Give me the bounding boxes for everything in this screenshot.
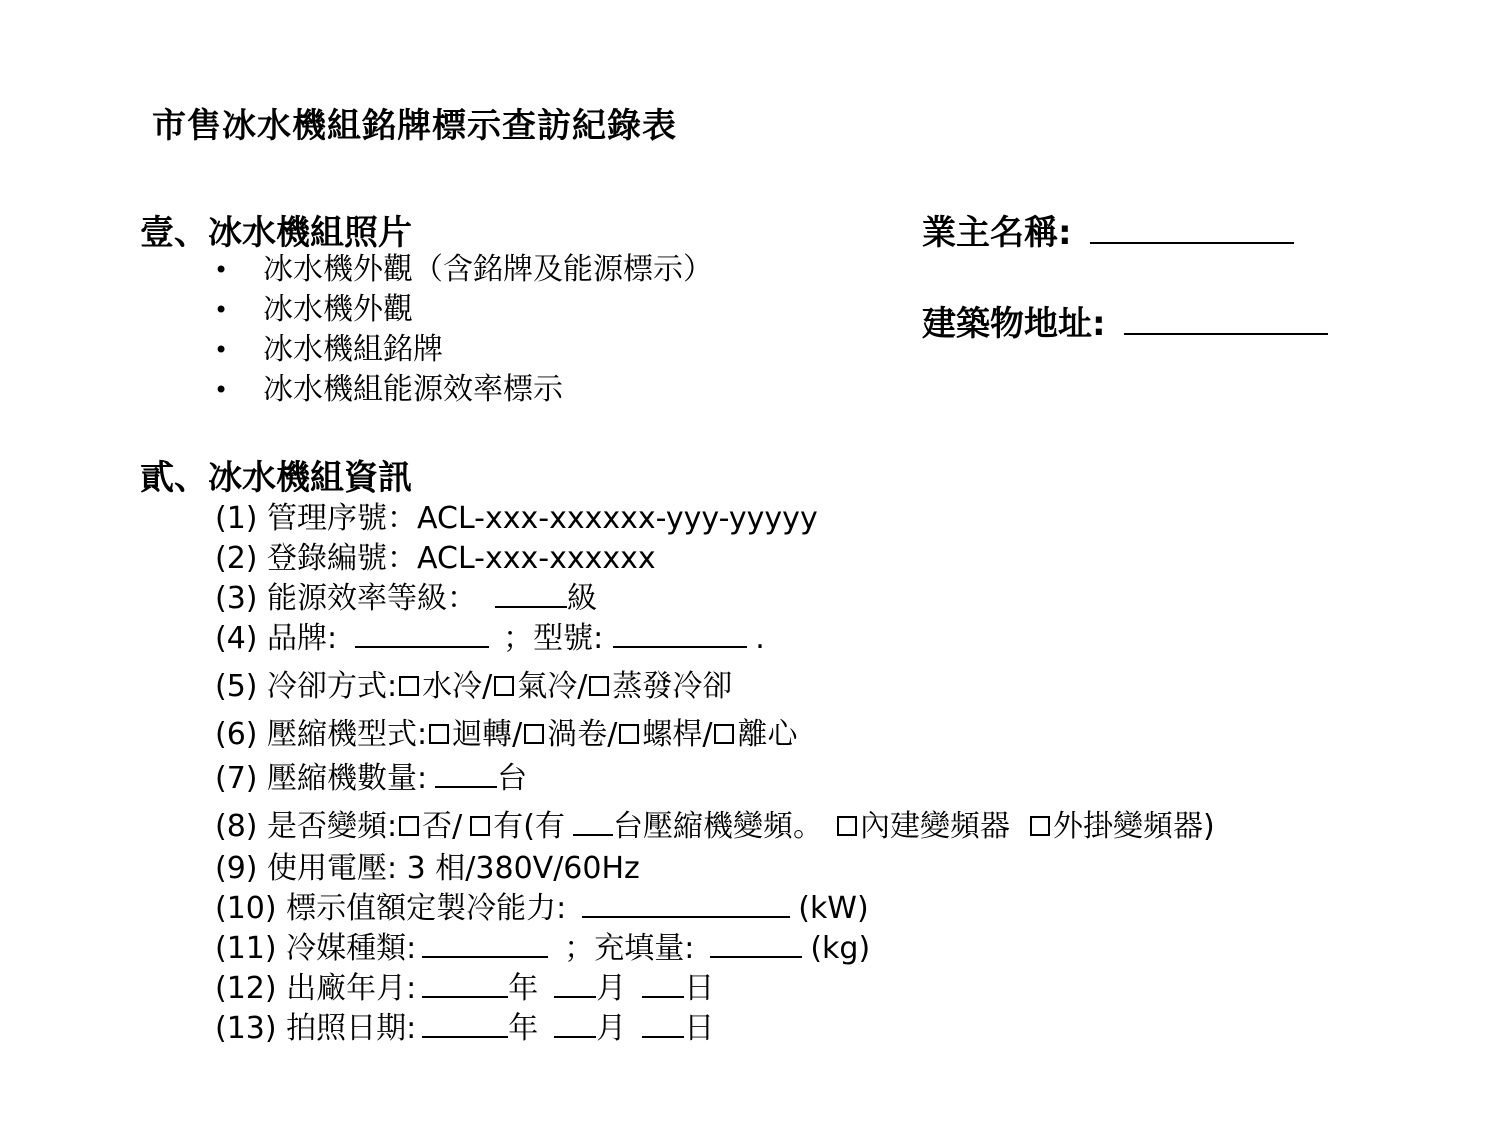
cooling-capacity-unit: (kW) bbox=[798, 891, 869, 926]
option-scroll: 渦卷/ bbox=[547, 717, 618, 752]
compressor-type-label: (6) 壓縮機型式: bbox=[215, 717, 428, 752]
compressor-count-label: (7) 壓縮機數量: bbox=[215, 761, 428, 796]
model-label: ；型號: bbox=[503, 621, 604, 656]
owner-name-label: 業主名稱: bbox=[922, 213, 1072, 253]
charge-blank[interactable] bbox=[710, 930, 802, 958]
building-address-label: 建築物地址: bbox=[922, 304, 1106, 344]
brand-label: (4) 品牌: bbox=[215, 621, 338, 656]
cooling-capacity-blank[interactable] bbox=[582, 890, 790, 918]
efficiency-grade-row bbox=[215, 573, 597, 617]
checkbox-icon[interactable] bbox=[429, 724, 449, 744]
page-title: 市售冰水機組銘牌標示查訪紀錄表 bbox=[152, 106, 677, 146]
refrigerant-row bbox=[215, 923, 870, 967]
building-address-field bbox=[922, 296, 1328, 345]
inverter-yes: 有(有 bbox=[493, 809, 565, 844]
photo-date-label: (13) 拍照日期: bbox=[215, 1011, 417, 1046]
day-blank[interactable] bbox=[642, 970, 684, 998]
building-address-blank[interactable] bbox=[1124, 303, 1328, 335]
list-item-label: 冰水機組銘牌 bbox=[263, 332, 443, 367]
compressor-count-blank[interactable] bbox=[435, 760, 497, 788]
option-centrifugal: 離心 bbox=[737, 717, 798, 752]
bullet-icon: • bbox=[214, 296, 229, 324]
month-unit: 月 bbox=[596, 971, 627, 1006]
year-blank[interactable] bbox=[422, 1010, 508, 1038]
compressor-count-unit: 台 bbox=[497, 761, 528, 796]
bullet-icon: • bbox=[214, 376, 229, 404]
inverter-mid: 台壓縮機變頻。 bbox=[612, 809, 823, 844]
model-blank[interactable] bbox=[613, 620, 747, 648]
refrigerant-blank[interactable] bbox=[422, 930, 548, 958]
month-blank[interactable] bbox=[554, 970, 596, 998]
bullet-icon: • bbox=[214, 336, 229, 364]
inverter-external: 外掛變頻器) bbox=[1052, 809, 1215, 844]
inverter-label: (8) 是否變頻: bbox=[215, 809, 398, 844]
option-air-cooled: 氣冷/ bbox=[517, 669, 588, 704]
management-number: (1) 管理序號：ACL-xxx-xxxxxx-yyy-yyyyy bbox=[215, 501, 818, 536]
model-end: . bbox=[755, 621, 765, 656]
day-blank[interactable] bbox=[642, 1010, 684, 1038]
month-unit: 月 bbox=[596, 1011, 627, 1046]
list-item-label: 冰水機組能源效率標示 bbox=[263, 372, 563, 407]
photo-date-row bbox=[215, 1003, 714, 1047]
checkbox-icon[interactable] bbox=[1030, 816, 1050, 836]
checkbox-icon[interactable] bbox=[589, 676, 609, 696]
checkbox-icon[interactable] bbox=[524, 724, 544, 744]
cooling-method-row bbox=[215, 661, 732, 705]
refrigerant-label: (11) 冷媒種類: bbox=[215, 931, 417, 966]
efficiency-grade-label: (3) 能源效率等級： bbox=[215, 581, 478, 616]
compressor-type-row bbox=[215, 709, 797, 753]
checkbox-icon[interactable] bbox=[470, 816, 490, 836]
inverter-no: 否/ bbox=[422, 809, 463, 844]
inverter-count-blank[interactable] bbox=[573, 808, 613, 836]
compressor-count-row bbox=[215, 753, 527, 797]
checkbox-icon[interactable] bbox=[399, 676, 419, 696]
year-unit: 年 bbox=[508, 971, 539, 1006]
month-blank[interactable] bbox=[554, 1010, 596, 1038]
efficiency-grade-unit: 級 bbox=[567, 581, 598, 616]
voltage-row: (9) 使用電壓: 3 相/380V/60Hz bbox=[215, 851, 640, 886]
year-unit: 年 bbox=[508, 1011, 539, 1046]
list-item bbox=[214, 250, 713, 290]
section-info-heading: 貳、冰水機組資訊 bbox=[140, 458, 412, 498]
list-item bbox=[214, 370, 713, 410]
cooling-capacity-label: (10) 標示值額定製冷能力: bbox=[215, 891, 567, 926]
day-unit: 日 bbox=[684, 971, 715, 1006]
year-blank[interactable] bbox=[422, 970, 508, 998]
option-screw: 螺桿/ bbox=[642, 717, 713, 752]
manufacture-date-label: (12) 出廠年月: bbox=[215, 971, 417, 1006]
inverter-builtin: 內建變頻器 bbox=[859, 809, 1010, 844]
inverter-row bbox=[215, 801, 1215, 845]
photo-list bbox=[214, 250, 713, 410]
day-unit: 日 bbox=[684, 1011, 715, 1046]
owner-name-field bbox=[922, 205, 1294, 254]
manufacture-date-row bbox=[215, 963, 714, 1007]
brand-blank[interactable] bbox=[355, 620, 489, 648]
charge-unit: (kg) bbox=[810, 931, 871, 966]
list-item-label: 冰水機外觀（含銘牌及能源標示） bbox=[263, 252, 713, 287]
option-rotary: 迴轉/ bbox=[452, 717, 523, 752]
list-item bbox=[214, 290, 713, 330]
owner-name-blank[interactable] bbox=[1090, 212, 1294, 244]
list-item bbox=[214, 330, 713, 370]
registration-number: (2) 登錄編號：ACL-xxx-xxxxxx bbox=[215, 541, 656, 576]
checkbox-icon[interactable] bbox=[837, 816, 857, 836]
cooling-method-label: (5) 冷卻方式: bbox=[215, 669, 398, 704]
checkbox-icon[interactable] bbox=[494, 676, 514, 696]
checkbox-icon[interactable] bbox=[714, 724, 734, 744]
list-item-label: 冰水機外觀 bbox=[263, 292, 413, 327]
checkbox-icon[interactable] bbox=[619, 724, 639, 744]
bullet-icon: • bbox=[214, 256, 229, 284]
brand-model-row bbox=[215, 613, 765, 657]
option-evaporative: 蒸發冷卻 bbox=[612, 669, 733, 704]
cooling-capacity-row bbox=[215, 883, 869, 927]
option-water-cooled: 水冷/ bbox=[422, 669, 493, 704]
section-photos-heading: 壹、冰水機組照片 bbox=[140, 213, 412, 253]
efficiency-grade-blank[interactable] bbox=[495, 580, 567, 608]
checkbox-icon[interactable] bbox=[399, 816, 419, 836]
charge-label: ；充填量: bbox=[564, 931, 695, 966]
